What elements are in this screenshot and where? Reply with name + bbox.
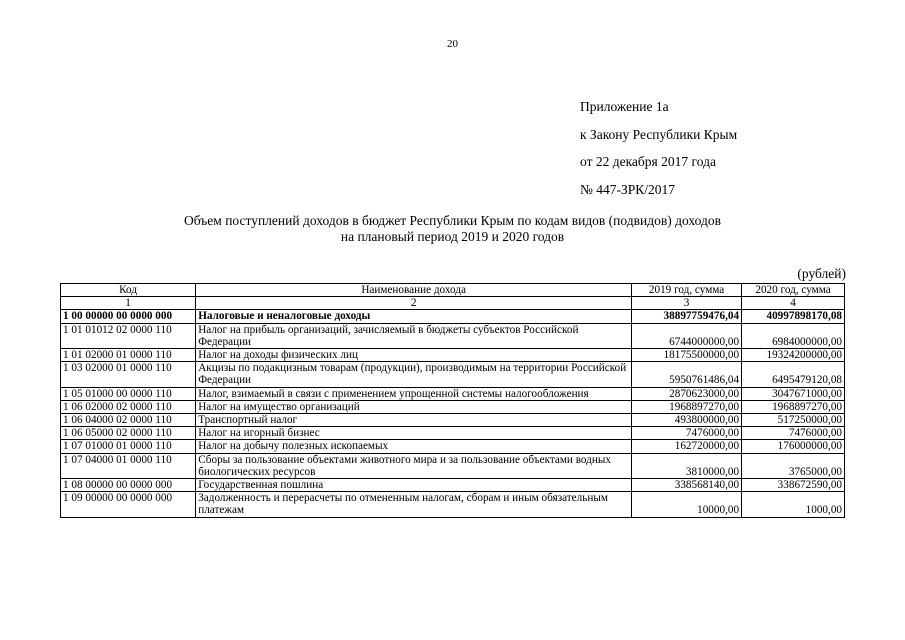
amount-2020: 1000,00 [742, 492, 845, 517]
amount-2019: 1968897270,00 [632, 400, 742, 413]
table-row [61, 492, 845, 517]
appendix-line: к Закону Республики Крым [580, 126, 738, 142]
header-2020: 2020 год, сумма [742, 284, 845, 297]
units-label: (рублей) [797, 266, 846, 281]
amount-2020: 40997898170,08 [742, 310, 845, 323]
column-number-row [61, 297, 845, 310]
income-code: 1 06 05000 02 0000 110 [61, 427, 196, 440]
amount-2020: 338672590,00 [742, 479, 845, 492]
column-number: 4 [742, 297, 845, 310]
amount-2019: 338568140,00 [632, 479, 742, 492]
amount-2020: 1968897270,00 [742, 400, 845, 413]
income-code: 1 06 02000 02 0000 110 [61, 400, 196, 413]
table-row [61, 387, 845, 400]
revenue-table [60, 283, 845, 518]
income-code: 1 01 02000 01 0000 110 [61, 349, 196, 362]
income-code: 1 00 00000 00 0000 000 [61, 310, 196, 323]
income-name: Налоговые и неналоговые доходы [196, 310, 632, 323]
amount-2020: 6984000000,00 [742, 323, 845, 348]
amount-2020: 6495479120,08 [742, 362, 845, 387]
table-row [61, 414, 845, 427]
income-name: Государственная пошлина [196, 479, 632, 492]
header-2019: 2019 год, сумма [632, 284, 742, 297]
income-code: 1 01 01012 02 0000 110 [61, 323, 196, 348]
amount-2020: 3765000,00 [742, 453, 845, 478]
income-name: Задолженность и перерасчеты по отмененным налогам, сборам и иным обязательным платежам [196, 492, 632, 517]
income-name: Транспортный налог [196, 414, 632, 427]
table-header-row [61, 284, 845, 297]
amount-2020: 517250000,00 [742, 414, 845, 427]
appendix-line: Приложение 1а [580, 99, 669, 114]
amount-2020: 3047671000,00 [742, 387, 845, 400]
income-code: 1 07 04000 01 0000 110 [61, 453, 196, 478]
column-number: 2 [196, 297, 632, 310]
table-row [61, 310, 845, 323]
table-row [61, 400, 845, 413]
income-name: Налог на добычу полезных ископаемых [196, 440, 632, 453]
document-title-line: на плановый период 2019 и 2020 годов [340, 229, 565, 244]
amount-2019: 38897759476,04 [632, 310, 742, 323]
amount-2019: 162720000,00 [632, 440, 742, 453]
page-number: 20 [447, 38, 458, 50]
table-row [61, 479, 845, 492]
amount-2019: 10000,00 [632, 492, 742, 517]
column-number: 3 [632, 297, 742, 310]
column-number: 1 [61, 297, 196, 310]
table-row [61, 362, 845, 387]
amount-2020: 176000000,00 [742, 440, 845, 453]
table-row [61, 440, 845, 453]
appendix-line: от 22 декабря 2017 года [580, 154, 716, 169]
amount-2020: 7476000,00 [742, 427, 845, 440]
income-code: 1 03 02000 01 0000 110 [61, 362, 196, 387]
table-row [61, 453, 845, 478]
amount-2019: 6744000000,00 [632, 323, 742, 348]
income-name: Налог на прибыль организаций, зачисляемый в бюджеты субъектов Российской Федерации [196, 323, 632, 348]
income-name: Акцизы по подакцизным товарам (продукции), производимым на территории Российской Федерации [196, 362, 632, 387]
appendix-block [580, 93, 737, 203]
income-code: 1 07 01000 01 0000 110 [61, 440, 196, 453]
appendix-line: № 447-ЗРК/2017 [580, 181, 676, 197]
table-row [61, 349, 845, 362]
amount-2019: 18175500000,00 [632, 349, 742, 362]
amount-2019: 7476000,00 [632, 427, 742, 440]
table-row [61, 427, 845, 440]
amount-2019: 3810000,00 [632, 453, 742, 478]
amount-2019: 2870623000,00 [632, 387, 742, 400]
income-code: 1 09 00000 00 0000 000 [61, 492, 196, 517]
income-name: Сборы за пользование объектами животного мира и за пользование объектами водных биологических ресурсов [196, 453, 632, 478]
income-name: Налог на игорный бизнес [196, 427, 632, 440]
income-name: Налог на доходы физических лиц [196, 349, 632, 362]
amount-2019: 493800000,00 [632, 414, 742, 427]
income-name: Налог, взимаемый в связи с применением упрощенной системы налогообложения [196, 387, 632, 400]
header-code: Код [61, 284, 196, 297]
income-code: 1 06 04000 02 0000 110 [61, 414, 196, 427]
amount-2020: 19324200000,00 [742, 349, 845, 362]
table-body [61, 310, 845, 517]
amount-2019: 5950761486,04 [632, 362, 742, 387]
table-row [61, 323, 845, 348]
document-title [0, 213, 905, 245]
document-title-line: Объем поступлений доходов в бюджет Республики Крым по кодам видов (подвидов) доходов [184, 213, 721, 228]
income-name: Налог на имущество организаций [196, 400, 632, 413]
income-code: 1 08 00000 00 0000 000 [61, 479, 196, 492]
income-code: 1 05 01000 00 0000 110 [61, 387, 196, 400]
header-name: Наименование дохода [196, 284, 632, 297]
